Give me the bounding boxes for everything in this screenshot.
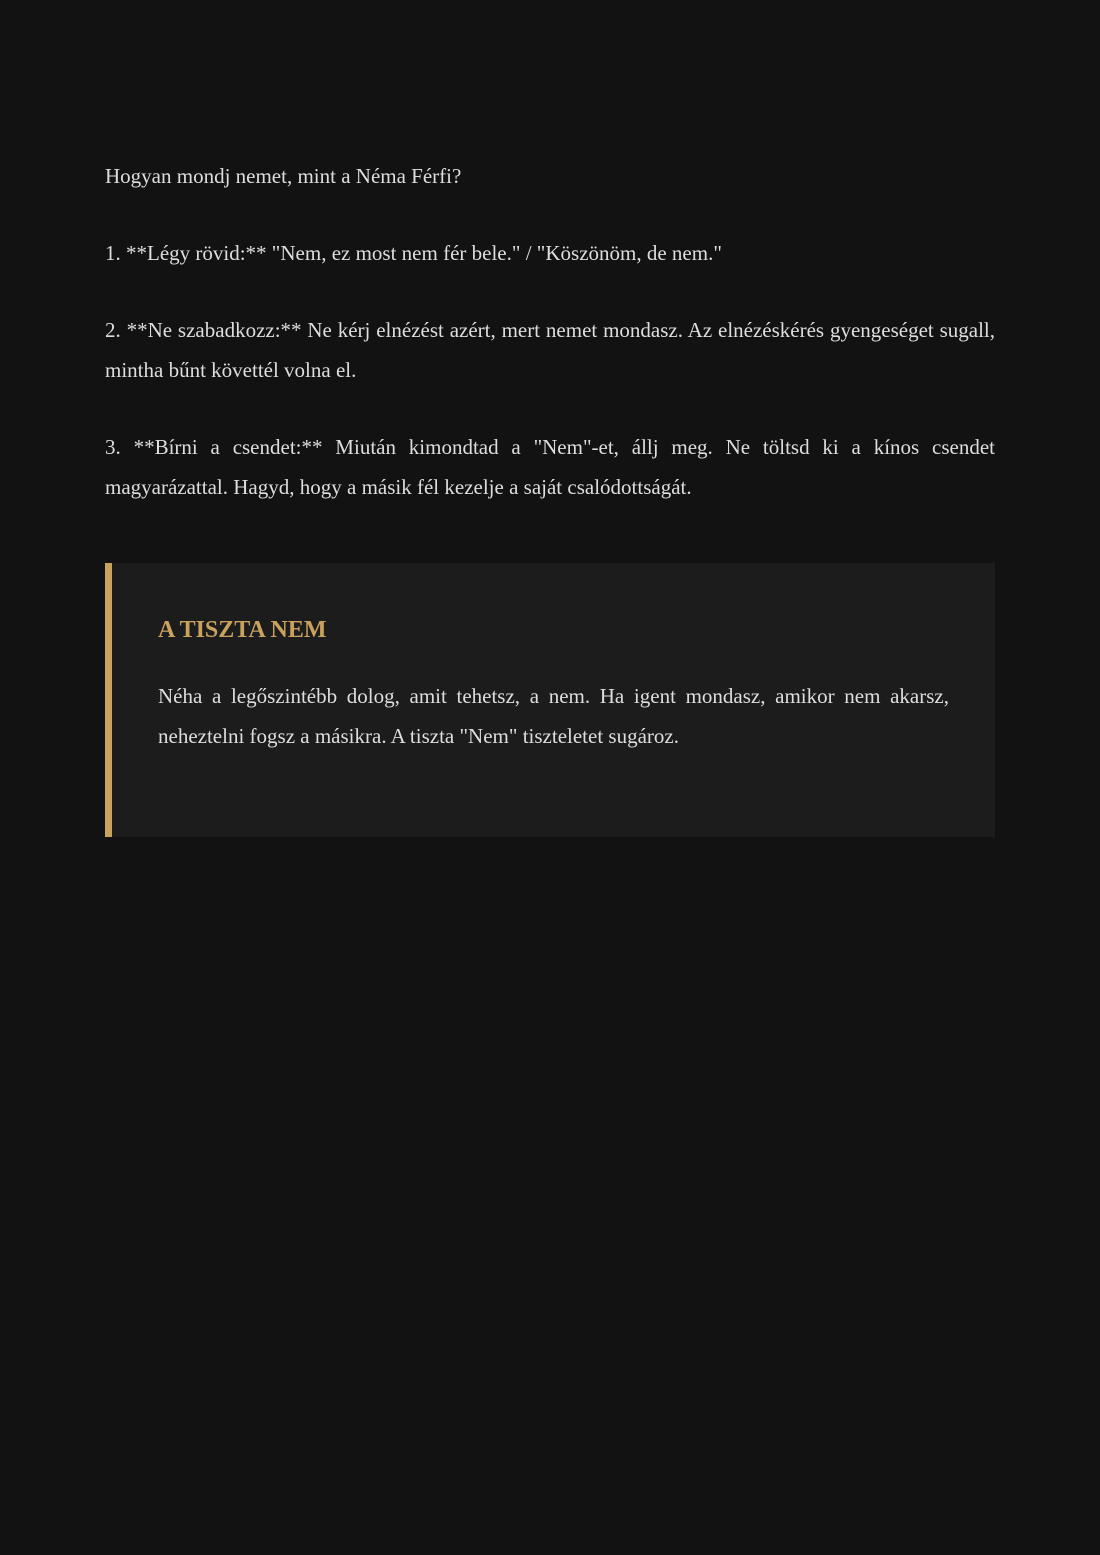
list-item-1: 1. **Légy rövid:** "Nem, ez most nem fér bele." / "Köszönöm, de nem." [105,241,722,265]
intro-question: Hogyan mondj nemet, mint a Néma Férfi? [105,164,462,188]
list-item-2: 2. **Ne szabadkozz:** Ne kérj elnézést azért, mert nemet mondasz. Az elnézéskérés gyengeséget sugall, mintha bűnt követtél volna el. [105,318,995,382]
list-item-3: 3. **Bírni a csendet:** Miután kimondtad a "Nem"-et, állj meg. Ne töltsd ki a kínos csendet magyarázattal. Hagyd, hogy a másik fél kezelje a saját csalódottságát. [105,435,995,499]
callout-box [105,563,995,837]
callout-title: A TISZTA NEM [158,617,327,643]
callout-text: Néha a legőszintébb dolog, amit tehetsz, a nem. Ha igent mondasz, amikor nem akarsz, neheztelni fogsz a másikra. A tiszta "Nem" tiszteletet sugároz. [158,684,949,748]
